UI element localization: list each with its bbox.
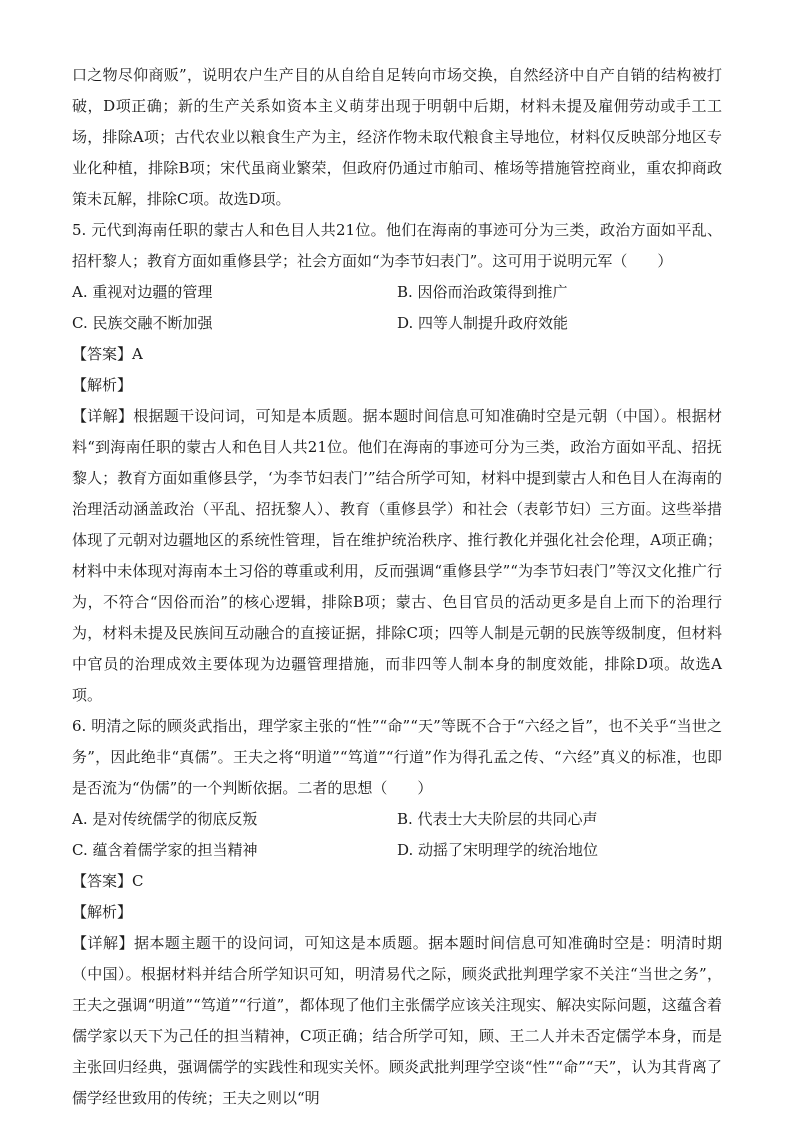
q5-option-c: C. 民族交融不断加强 xyxy=(72,314,213,332)
q5-option-d: D. 四等人制提升政府效能 xyxy=(397,314,569,332)
q6-option-d: D. 动摇了宋明理学的统治地位 xyxy=(397,841,599,859)
question-5-options xyxy=(72,277,722,339)
q5-option-b: B. 因俗而治政策得到推广 xyxy=(397,283,568,301)
q6-answer: 【答案】C xyxy=(72,872,144,890)
q6-analysis-label: 【解析】 xyxy=(72,903,133,921)
q5-answer: 【答案】A xyxy=(72,345,143,363)
question-6-stem: 6. 明清之际的顾炎武指出，理学家主张的“性”“命”“天”等既不合于“六经之旨”，也不关乎“当世之务”，因此绝非“真儒”。王夫之将“明道”“笃道”“行道”作为得孔孟之传、“六经”真义的标准，也即是否流为“伪儒”的一个判断依据。二者的思想（ ） xyxy=(72,717,722,797)
intro-paragraph: 口之物尽仰商贩”，说明农户生产目的从自给自足转向市场交换，自然经济中自产自销的结构被打破，D项正确；新的生产关系如资本主义萌芽出现于明朝中后期，材料未提及雇佣劳动或手工工场，排除A项；古代农业以粮食生产为主，经济作物未取代粮食主导地位，材料仅反映部分地区专业化种植，排除B项；宋代虽商业繁荣，但政府仍通过市舶司、榷场等措施管控商业，重农抑商政策未瓦解，排除C项。故选D项。 xyxy=(72,66,722,208)
question-5-stem: 5. 元代到海南任职的蒙古人和色目人共21位。他们在海南的事迹可分为三类，政治方面如平乱、招杆黎人；教育方面如重修县学；社会方面如“为李节妇表门”。这可用于说明元军（ ） xyxy=(72,221,722,270)
q6-option-a: A. 是对传统儒学的彻底反叛 xyxy=(72,810,258,828)
q5-analysis-label: 【解析】 xyxy=(72,376,133,394)
q6-option-c: C. 蕴含着儒学家的担当精神 xyxy=(72,841,258,859)
question-6-options xyxy=(72,804,722,866)
q6-option-b: B. 代表士大夫阶层的共同心声 xyxy=(397,810,598,828)
q6-detail: 【详解】据本题主题干的设问词，可知这是本质题。据本题时间信息可知准确时空是：明清时期（中国）。根据材料并结合所学知识可知，明清易代之际，顾炎武批判理学家不关注“当世之务”，王夫之强调“明道”“笃道”“行道”，都体现了他们主张儒学应该关注现实、解决实际问题，这蕴含着儒学家以天下为己任的担当精神，C项正确；结合所学可知，顾、王二人并未否定儒学本身，而是主张回归经典，强调儒学的实践性和现实关怀。顾炎武批判理学空谈“性”“命”“天”，认为其背离了儒学经世致用的传统；王夫之则以“明 xyxy=(72,934,722,1107)
q5-option-a: A. 重视对边疆的管理 xyxy=(72,283,213,301)
q5-detail: 【详解】根据题干设问词，可知是本质题。据本题时间信息可知准确时空是元朝（中国）。根据材料“到海南任职的蒙古人和色目人共21位。他们在海南的事迹可分为三类，政治方面如平乱、招抚黎人；教育方面如重修县学，‘为李节妇表门’”结合所学可知，材料中提到蒙古人和色目人在海南的治理活动涵盖政治（平乱、招抚黎人）、教育（重修县学）和社会（表彰节妇）三方面。这些举措体现了元朝对边疆地区的系统性管理，旨在维护统治秩序、推行教化并强化社会伦理，A项正确；材料中未体现对海南本土习俗的尊重或利用，反而强调“重修县学”“为李节妇表门”等汉文化推广行为，不符合“因俗而治”的核心逻辑，排除B项；蒙古、色目官员的活动更多是自上而下的治理行为，材料未提及民族间互动融合的直接证据，排除C项；四等人制是元朝的民族等级制度，但材料中官员的治理成效主要体现为边疆管理措施，而非四等人制本身的制度效能，排除D项。故选A项。 xyxy=(72,407,722,704)
